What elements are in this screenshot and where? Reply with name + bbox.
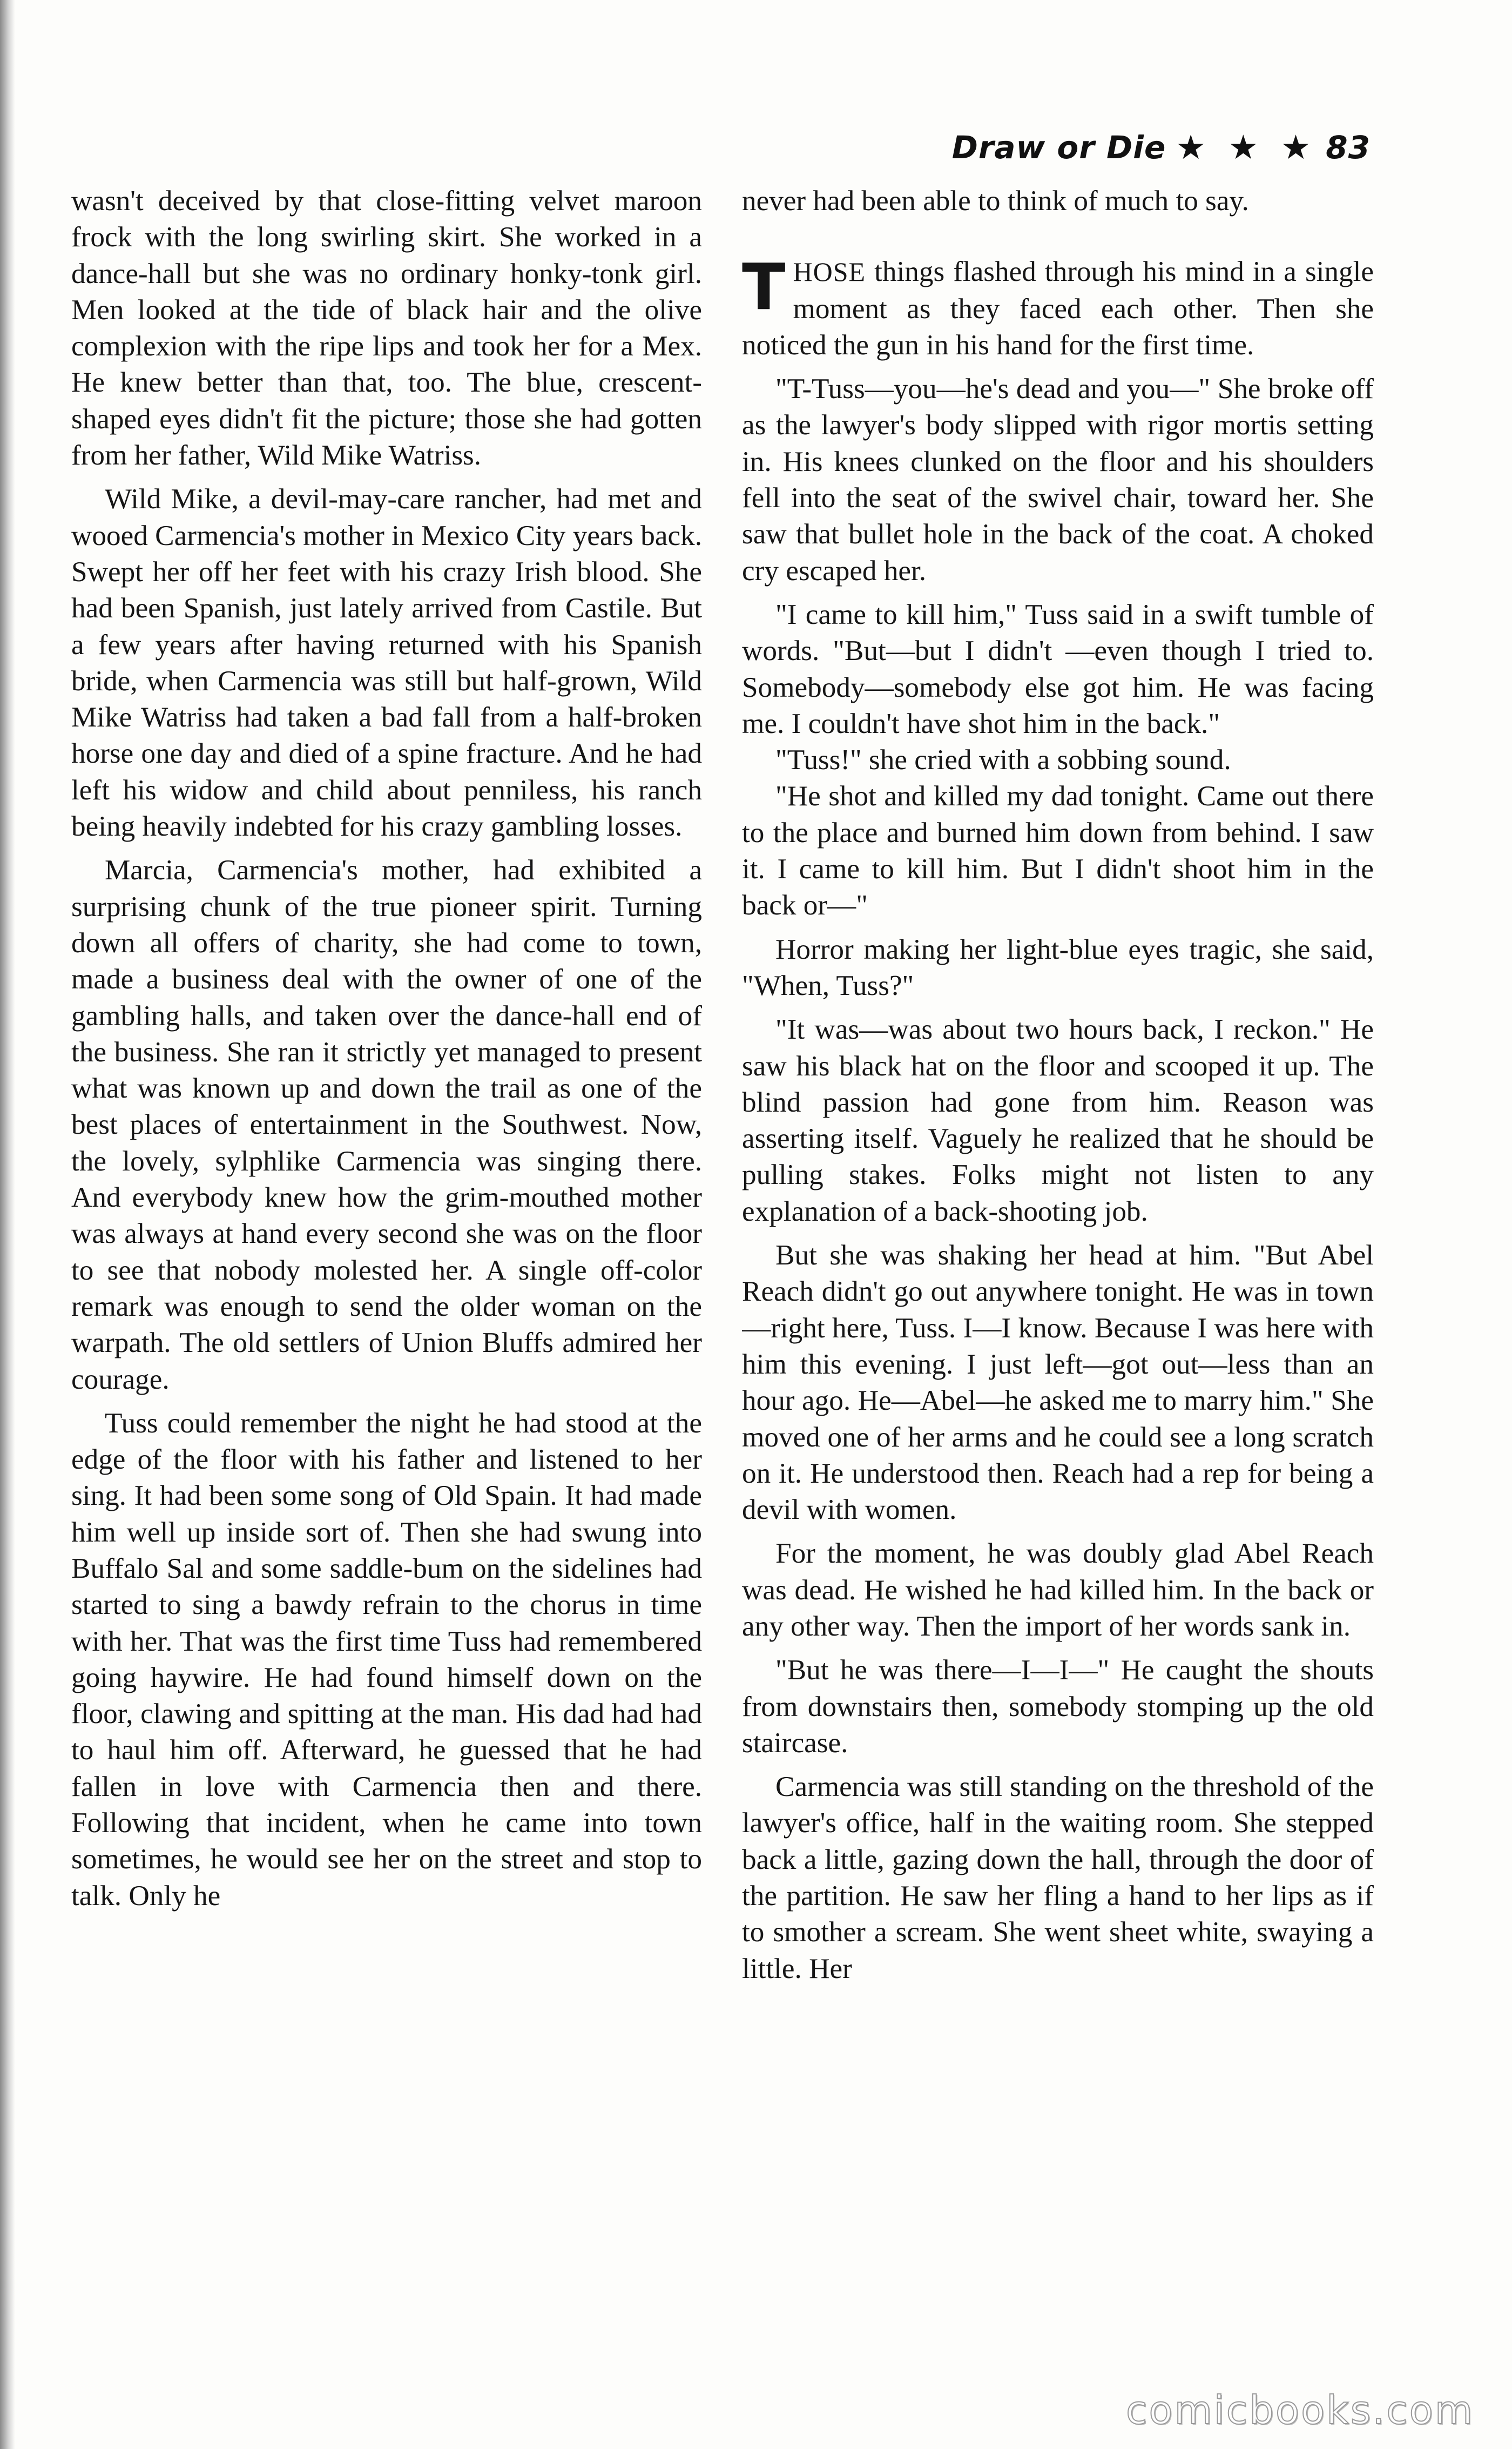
paragraph: "I came to kill him," Tuss said in a swift tumble of words. "But—but I didn't —even though I tried to. Somebody—somebody else got him. He was facing me. I couldn't have shot him in the back." — [742, 598, 1374, 739]
paragraph-text: things flashed through his mind in a single moment as they faced each other. Then she noticed the gun in his hand for the first time. — [742, 255, 1374, 361]
opening-caps: HOSE — [793, 257, 866, 287]
page-spine-shadow — [0, 0, 15, 2449]
paragraph: Carmencia was still standing on the threshold of the lawyer's office, half in the waiting room. She stepped back a little, gazing down the hall, through the door of the partition. He saw her fling a hand to her lips as if to smother a scream. She went sheet white, swaying a little. Her — [742, 1771, 1374, 1984]
left-column — [71, 183, 702, 2343]
page-number: 83 — [1326, 129, 1371, 166]
paragraph: Wild Mike, a devil-may-care rancher, had met and wooed Carmencia's mother in Mexico City years back. Swept her off her feet with his crazy Irish blood. She had been Spanish, just lately arrived from Castile. But a few years after having returned with his Spanish bride, when Carmencia was still but half-grown, Wild Mike Watriss had taken a bad fall from a half-broken horse one day and died of a spine fracture. And he had left his widow and child about penniless, his ranch being heavily indebted for his crazy gambling losses. — [71, 483, 702, 843]
running-title: Draw or Die — [951, 129, 1166, 166]
paragraph: "Tuss!" she cried with a sobbing sound. — [775, 744, 1231, 776]
paragraph: "It was—was about two hours back, I reckon." He saw his black hat on the floor and scooped it up. The blind passion had gone from him. Reason was asserting itself. Vaguely he realized that he should be pulling stakes. Folks might not listen to any explanation of a back-shooting job. — [742, 1013, 1374, 1227]
drop-cap: T — [742, 250, 786, 325]
running-header — [952, 127, 1371, 167]
paragraph: "T-Tuss—you—he's dead and you—" She broke off as the lawyer's body slipped with rigor mortis setting in. His knees clunked on the floor and his shoulders fell into the seat of the swivel chair, toward her. She saw that bullet hole in the back of the coat. A choked cry escaped her. — [742, 373, 1374, 587]
paragraph: For the moment, he was doubly glad Abel Reach was dead. He wished he had killed him. In the back or any other way. Then the import of her words sank in. — [742, 1537, 1374, 1642]
site-watermark: comicbooks.com — [1125, 2387, 1474, 2433]
paragraph: But she was shaking her head at him. "But Abel Reach didn't go out anywhere tonight. He was in town—right here, Tuss. I—I know. Because I was here with him this evening. I just left—got out—less than an hour ago. He—Abel—he asked me to marry him." She moved one of her arms and he could see a long scratch on it. He understood then. Reach had a rep for being a devil with women. — [742, 1239, 1374, 1526]
paragraph: wasn't deceived by that close-fitting velvet maroon frock with the long swirling skirt. She worked in a dance-hall but she was no ordinary honky-tonk girl. Men looked at the tide of black hair and the olive complexion with the ripe lips and took her for a Mex. He knew better than that, too. The blue, crescent-shaped eyes didn't fit the picture; those she had gotten from her father, Wild Mike Watriss. — [71, 185, 702, 472]
paragraph: Horror making her light-blue eyes tragic, she said, "When, Tuss?" — [742, 933, 1374, 1001]
right-column — [742, 183, 1374, 2343]
paragraph: "But he was there—I—I—" He caught the shouts from downstairs then, somebody stomping up the old staircase. — [742, 1654, 1374, 1759]
paragraph: never had been able to think of much to say. — [742, 185, 1249, 217]
paragraph: "He shot and killed my dad tonight. Came out there to the place and burned him down from behind. I saw it. I came to kill him. But I didn't shoot him in the back or—" — [742, 780, 1374, 921]
star-ornament: ★ ★ ★ — [1176, 127, 1317, 167]
section-opening-paragraph — [742, 250, 1374, 363]
paragraph: Tuss could remember the night he had stood at the edge of the floor with his father and listened to her sing. It had been some song of Old Spain. It had made him well up inside sort of. Then she had swung into Buffalo Sal and some saddle-bum on the sidelines had started to sing a bawdy refrain to the chorus in time with her. That was the first time Tuss had remembered going haywire. He had found himself down on the floor, clawing and spitting at the man. His dad had had to haul him off. Afterward, he guessed that he had fallen in love with Carmencia then and there. Following that incident, when he came into town sometimes, he would see her on the street and stop to talk. Only he — [71, 1407, 702, 1912]
paragraph: Marcia, Carmencia's mother, had exhibited a surprising chunk of the true pioneer spirit. Turning down all offers of charity, she had come to town, made a business deal with the owner of one of the gambling halls, and taken over the dance-hall end of the business. She ran it strictly yet managed to present what was known up and down the trail as one of the best places of entertainment in the Southwest. Now, the lovely, sylphlike Carmencia was singing there. And everybody knew how the grim-mouthed mother was always at hand every second she was on the floor to see that nobody molested her. A single off-color remark was enough to send the older woman on the warpath. The old settlers of Union Bluffs admired her courage. — [71, 854, 702, 1395]
